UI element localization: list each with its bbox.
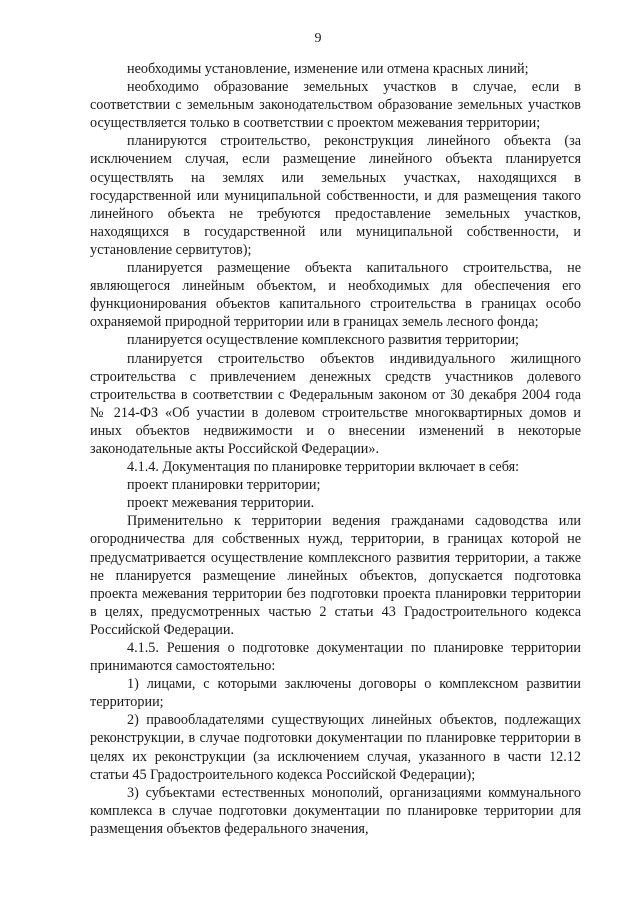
list-item-2: 2) правообладателями существующих линейных объектов, подлежащих реконструкции, в случае подготовки документации по планировке территории в целях их реконструкции (за исключением случая, указанного в части 12.12 статьи 45 Градостроительного кодекса Российской Федерации);: [90, 712, 581, 783]
paragraph-capital-construction: планируется размещение объекта капитального строительства, не являющегося линейным объектом, и необходимых для обеспечения его функционирования объектов капитального строительства в границах особо охраняемой природной территории или в границах земель лесного фонда;: [90, 260, 581, 331]
paragraph-gardening-territory: Применительно к территории ведения гражданами садоводства или огородничества для собственных нужд, территории, в границах которой не предусматривается осуществление комплексного развития территории, а также не планируется размещение линейных объектов, допускается подготовка проекта межевания территории без подготовки проекта планировки территории в целях, предусмотренных частью 2 статьи 43 Градостроительного кодекса Российской Федерации.: [90, 513, 581, 638]
paragraph-surveying-project: проект межевания территории.: [127, 495, 315, 512]
paragraph-linear-object: планируются строительство, реконструкция линейного объекта (за исключением случая, если размещение линейного объекта планируется осуществлять на землях или земельных участках, находящихся в государственной или муниципальной собственности, и для размещения такого линейного объекта не требуются предоставление земельных участков, находящихся в государственной или муниципальной собственности, и установление сервитутов);: [90, 133, 581, 258]
paragraph-4-1-4: 4.1.4. Документация по планировке территории включает в себя:: [127, 459, 520, 476]
list-item-1: 1) лицами, с которыми заключены договоры о комплексном развитии территории;: [90, 676, 581, 711]
paragraph-land-plots: необходимо образование земельных участков в случае, если в соответствии с земельным законодательством образование земельных участков осуществляется только в соответствии с проектом межевания территории;: [90, 79, 581, 132]
document-body: [90, 60, 581, 838]
page-number: 9: [314, 31, 322, 46]
paragraph-4-1-5: 4.1.5. Решения о подготовке документации по планировке территории принимаются самостоятельно:: [90, 640, 581, 675]
paragraph-planning-project: проект планировки территории;: [127, 477, 321, 494]
paragraph-complex-development: планируется осуществление комплексного развития территории;: [127, 332, 519, 349]
paragraph-individual-housing: планируется строительство объектов индивидуального жилищного строительства с привлечением денежных средств участников долевого строительства в соответствии с Федеральным законом от 30 декабря 2004 года № 214-ФЗ «Об участии в долевом строительстве многоквартирных домов и иных объектов недвижимости и о внесении изменений в некоторые законодательные акты Российской Федерации».: [90, 350, 581, 457]
paragraph-red-lines: необходимы установление, изменение или отмена красных линий;: [127, 61, 529, 77]
list-item-3: 3) субъектами естественных монополий, организациями коммунального комплекса в случае подготовки документации по планировке территории для размещения объектов федерального значения,: [90, 784, 581, 837]
